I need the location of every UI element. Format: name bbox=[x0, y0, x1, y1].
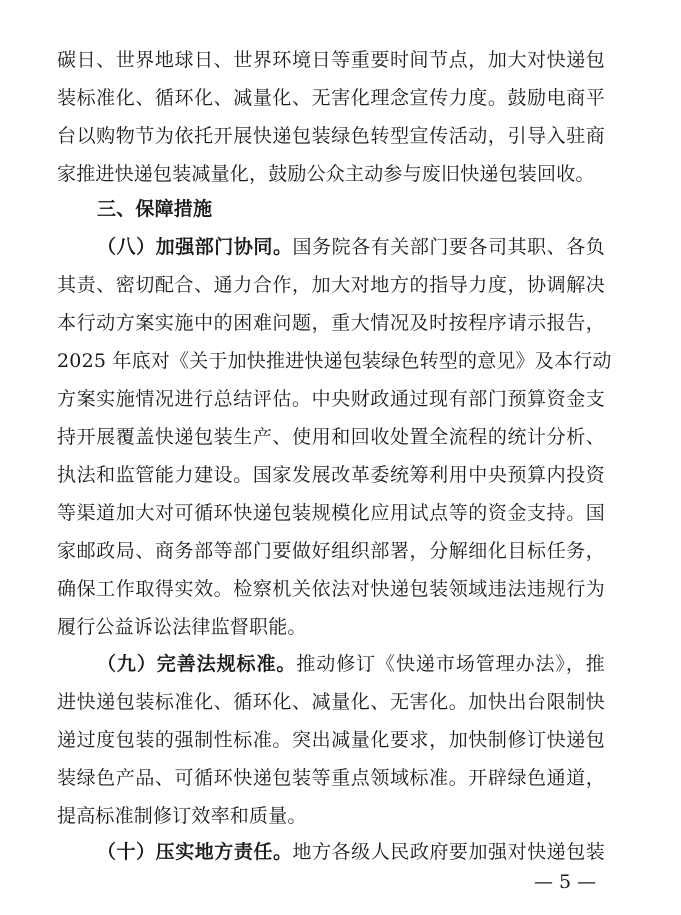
item10-first-line-text: 地方各级人民政府要加强对快递包装 bbox=[292, 841, 605, 863]
item9-line: 进快递包装标准化、循环化、减量化、无害化。加快出台限制快 bbox=[57, 691, 605, 713]
item9-line: 装绿色产品、可循环快递包装等重点领域标准。开辟绿色通道， bbox=[57, 767, 605, 789]
intro-line-1: 碳日、世界地球日、世界环境日等重要时间节点，加大对快递包 bbox=[57, 49, 605, 71]
item8-line: 家邮政局、商务部等部门要做好组织部署，分解细化目标任务， bbox=[57, 540, 605, 562]
section-heading: 三、保障措施 bbox=[97, 198, 213, 220]
intro-line-2: 装标准化、循环化、减量化、无害化理念宣传力度。鼓励电商平 bbox=[57, 87, 605, 109]
item8-line: 2025 年底对《关于加快推进快递包装绿色转型的意见》及本行动 bbox=[57, 350, 612, 372]
item8-line: 等渠道加大对可循环快递包装规模化应用试点等的资金支持。国 bbox=[57, 502, 605, 524]
item8-line: 执法和监管能力建设。国家发展改革委统筹利用中央预算内投资 bbox=[57, 464, 605, 486]
intro-line-4: 家推进快递包装减量化，鼓励公众主动参与废旧快递包装回收。 bbox=[57, 163, 595, 185]
item8-line: 持开展覆盖快递包装生产、使用和回收处置全流程的统计分析、 bbox=[57, 426, 605, 448]
item9-title: （九）完善法规标准。 bbox=[97, 653, 297, 675]
item9-first-line-text: 推动修订《快递市场管理办法》，推 bbox=[296, 653, 605, 675]
item8-first-line bbox=[97, 233, 605, 261]
item9-line: 递过度包装的强制性标准。突出减量化要求，加快制修订快递包 bbox=[57, 729, 605, 751]
item8-first-line-text: 国务院各有关部门要各司其职、各负 bbox=[292, 236, 605, 258]
intro-line-3: 台以购物节为依托开展快递包装绿色转型宣传活动，引导入驻商 bbox=[57, 125, 605, 147]
item10-title: （十）压实地方责任。 bbox=[97, 841, 293, 863]
item8-line: 其责、密切配合、通力合作，加大对地方的指导力度，协调解决 bbox=[57, 274, 605, 296]
item9-line: 提高标准制修订效率和质量。 bbox=[57, 805, 307, 827]
page-number: — 5 — bbox=[534, 871, 597, 893]
item9-first-line bbox=[97, 650, 605, 678]
item8-line: 方案实施情况进行总结评估。中央财政通过现有部门预算资金支 bbox=[57, 388, 605, 410]
item8-line: 确保工作取得实效。检察机关依法对快递包装领域违法违规行为 bbox=[57, 578, 605, 600]
item8-title: （八）加强部门协同。 bbox=[97, 236, 293, 258]
item8-line: 履行公益诉讼法律监督职能。 bbox=[57, 616, 307, 638]
item10-first-line bbox=[97, 838, 605, 866]
item8-line: 本行动方案实施中的困难问题，重大情况及时按程序请示报告， bbox=[57, 312, 605, 334]
